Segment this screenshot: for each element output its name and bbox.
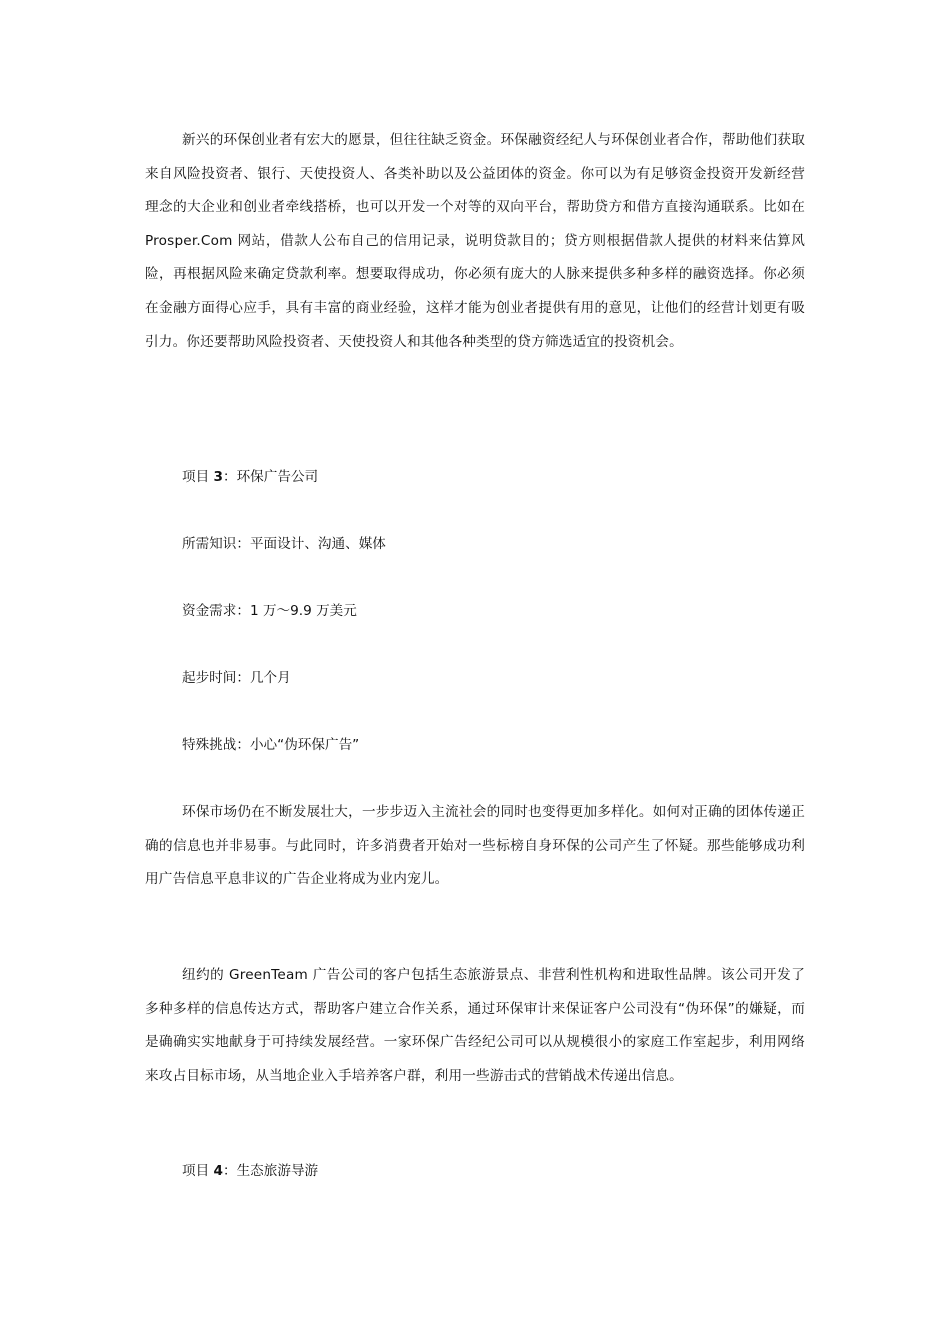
project-4-prefix: 项目 <box>182 1163 214 1179</box>
paragraph-green-finance-broker: 新兴的环保创业者有宏大的愿景，但往往缺乏资金。环保融资经纪人与环保创业者合作，帮助他们获取来自风险投资者、银行、天使投资人、各类补助以及公益团体的资金。你可以为有足够资金投资开发新经营理念的大企业和创业者牵线搭桥，也可以开发一个对等的双向平台，帮助贷方和借方直接沟通联系。比如在 Prosper.Com 网站，借款人公布自己的信用记录，说明贷款目的；贷方则根据借款人提供的材料来估算风险，再根据风险来确定贷款利率。想要取得成功，你必须有庞大的人脉来提供多种多样的融资选择。你必须在金融方面得心应手，具有丰富的商业经验，这样才能为创业者提供有用的意见，让他们的经营计划更有吸引力。你还要帮助风险投资者、天使投资人和其他各种类型的贷方筛选适宜的投资机会。 <box>145 132 805 350</box>
project-3-title: ：环保广告公司 <box>222 469 319 485</box>
startup-time: 起步时间：几个月 <box>182 670 291 686</box>
paragraph-greenteam: 纽约的 GreenTeam 广告公司的客户包括生态旅游景点、非营利性机构和进取性品牌。该公司开发了多种多样的信息传达方式，帮助客户建立合作关系，通过环保审计来保证客户公司没有“伪环保”的嫌疑，而是确确实实地献身于可持续发展经营。一家环保广告经纪公司可以从规模很小的家庭工作室起步，利用网络来攻占目标市场，从当地企业入手培养客户群，利用一些游击式的营销战术传递出信息。 <box>145 967 805 1084</box>
project-4-heading <box>182 1161 318 1181</box>
project-4-number: 4 <box>213 1163 223 1179</box>
project-3-prefix: 项目 <box>182 469 214 485</box>
funding-requirement: 资金需求：1 万～9.9 万美元 <box>182 603 357 619</box>
project-3-heading <box>182 467 318 487</box>
special-challenge: 特殊挑战：小心“伪环保广告” <box>182 737 360 753</box>
required-knowledge: 所需知识：平面设计、沟通、媒体 <box>182 536 386 552</box>
project-3-number: 3 <box>213 469 223 485</box>
project-4-title: ：生态旅游导游 <box>222 1163 319 1179</box>
paragraph-green-market: 环保市场仍在不断发展壮大，一步步迈入主流社会的同时也变得更加多样化。如何对正确的团体传递正确的信息也并非易事。与此同时，许多消费者开始对一些标榜自身环保的公司产生了怀疑。那些能够成功利用广告信息平息非议的广告企业将成为业内宠儿。 <box>145 804 805 888</box>
